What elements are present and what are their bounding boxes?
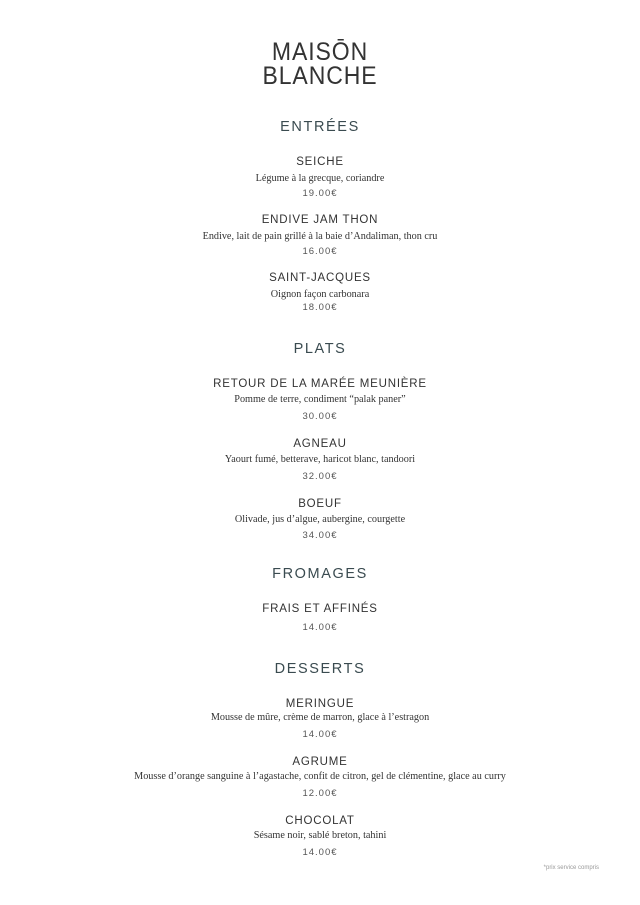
- dish-description: Mousse de mûre, crème de marron, glace à l’estragon: [210, 712, 430, 723]
- dish-name: AGRUME: [292, 756, 348, 768]
- service-note: *prix service compris: [543, 865, 599, 871]
- restaurant-logo: [0, 40, 640, 88]
- dish-description: Mousse d’orange sanguine à l’agastache, confit de citron, gel de clémentine, glace au curry: [134, 771, 506, 782]
- dish-description: Pomme de terre, condiment “palak paner”: [234, 394, 406, 405]
- section-title-fromages: FROMAGES: [272, 566, 368, 582]
- section-title-entrees: ENTRÉES: [280, 119, 360, 135]
- dish-name: RETOUR DE LA MARÉE MEUNIÈRE: [213, 378, 427, 390]
- dish-price: 19.00€: [302, 188, 338, 199]
- dish-name: AGNEAU: [293, 438, 347, 450]
- section-title-plats: PLATS: [293, 341, 347, 357]
- dish-price: 16.00€: [302, 246, 338, 257]
- dish-name: BOEUF: [298, 498, 342, 510]
- dish-description: Yaourt fumé, betterave, haricot blanc, tandoori: [224, 454, 416, 465]
- dish-price: 18.00€: [302, 302, 338, 313]
- dish-price: 14.00€: [302, 847, 338, 858]
- dish-price: 32.00€: [302, 471, 338, 482]
- dish-description: Olivade, jus d’algue, aubergine, courgette: [234, 514, 406, 525]
- dish-name: MERINGUE: [285, 698, 355, 710]
- dish-description: Oignon façon carbonara: [270, 289, 370, 300]
- logo-line-2: BLANCHE: [262, 62, 378, 90]
- dish-description: Endive, lait de pain grillé à la baie d’Andaliman, thon cru: [202, 231, 438, 242]
- dish-price: 14.00€: [302, 729, 338, 740]
- dish-name: SEICHE: [296, 156, 344, 168]
- dish-description: Légume à la grecque, coriandre: [255, 173, 385, 184]
- section-title-desserts: DESSERTS: [274, 661, 366, 677]
- dish-name: CHOCOLAT: [285, 815, 355, 827]
- logo-line-1: MAISŌN: [271, 38, 369, 66]
- dish-price: 14.00€: [302, 622, 338, 633]
- dish-description: Sésame noir, sablé breton, tahini: [253, 830, 387, 841]
- dish-name: SAINT-JACQUES: [269, 272, 371, 284]
- dish-name: ENDIVE JAM THON: [261, 214, 379, 226]
- dish-price: 34.00€: [302, 530, 338, 541]
- dish-price: 12.00€: [302, 788, 338, 799]
- dish-price: 30.00€: [302, 411, 338, 422]
- dish-name: FRAIS ET AFFINÉS: [262, 603, 378, 615]
